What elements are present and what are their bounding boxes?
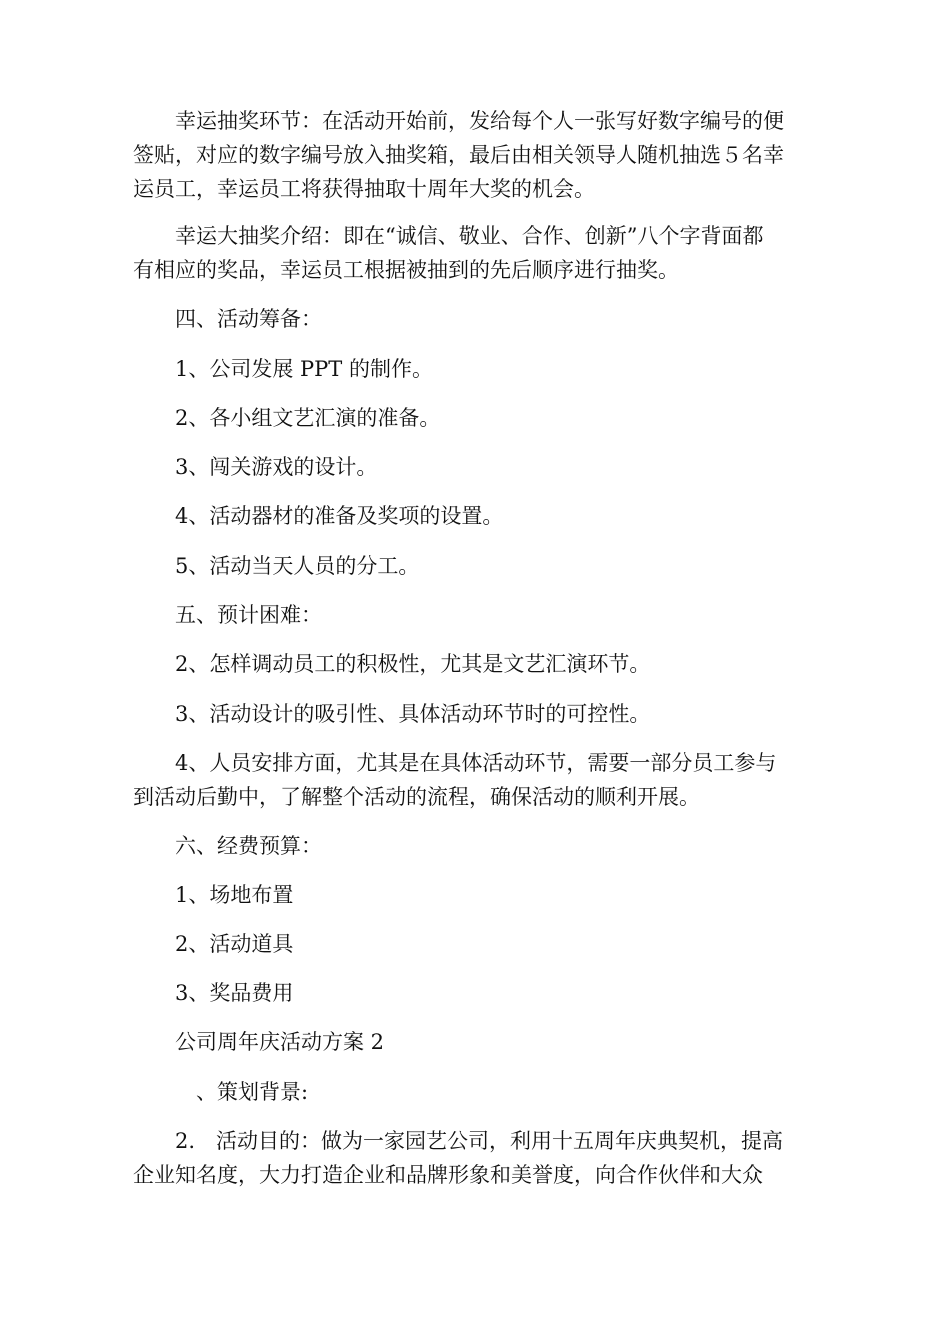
text-line: 幸运抽奖环节：在活动开始前，发给每个人一张写好数字编号的便 xyxy=(133,109,784,133)
text-line: 1、公司发展 PPT 的制作。 xyxy=(133,357,433,381)
text-line: 幸运大抽奖介绍：即在“诚信、敬业、合作、创新”八个字背面都 xyxy=(133,224,764,248)
list-item xyxy=(133,697,823,731)
text-line: 有相应的奖品，幸运员工根据被抽到的先后顺序进行抽奖。 xyxy=(133,258,679,282)
text-line: 2、各小组文艺汇演的准备。 xyxy=(133,406,441,430)
text-line: 4、人员安排方面，尤其是在具体活动环节，需要一部分员工参与 xyxy=(133,751,777,775)
text-line: 签贴，对应的数字编号放入抽奖箱，最后由相关领导人随机抽选５名幸 xyxy=(133,143,784,167)
list-item xyxy=(133,401,823,435)
heading-expected-difficulties xyxy=(133,598,823,632)
list-item xyxy=(133,927,823,961)
list-item xyxy=(133,499,823,533)
text-line: 六、经费预算： xyxy=(133,834,322,858)
list-item xyxy=(133,549,823,583)
heading-activity-preparation xyxy=(133,302,823,336)
paragraph-lucky-draw-segment xyxy=(133,104,823,206)
text-line: 公司周年庆活动方案 2 xyxy=(133,1030,385,1054)
text-line: 3、奖品费用 xyxy=(133,981,294,1005)
text-line: 3、活动设计的吸引性、具体活动环节时的可控性。 xyxy=(133,702,651,726)
text-line: 1、场地布置 xyxy=(133,883,294,907)
list-item xyxy=(133,878,823,912)
paragraph-lucky-draw-intro xyxy=(133,219,823,287)
list-item xyxy=(133,352,823,386)
text-line: 五、预计困难： xyxy=(133,603,322,627)
text-line: 到活动后勤中，了解整个活动的流程，确保活动的顺利开展。 xyxy=(133,785,700,809)
text-line: 、策划背景: xyxy=(133,1080,309,1104)
text-line: 运员工，幸运员工将获得抽取十周年大奖的机会。 xyxy=(133,177,595,201)
paragraph-activity-purpose xyxy=(133,1124,823,1192)
text-line: 2、活动道具 xyxy=(133,932,294,956)
text-line: 4、活动器材的准备及奖项的设置。 xyxy=(133,504,504,528)
heading-budget xyxy=(133,829,823,863)
list-item xyxy=(133,450,823,484)
text-line: 2、怎样调动员工的积极性，尤其是文艺汇演环节。 xyxy=(133,652,651,676)
heading-planning-background xyxy=(133,1075,823,1109)
list-item xyxy=(133,976,823,1010)
list-item xyxy=(133,746,823,814)
text-line: 2. 活动目的：做为一家园艺公司，利用十五周年庆典契机，提高 xyxy=(133,1129,784,1153)
text-line: 3、闯关游戏的设计。 xyxy=(133,455,378,479)
text-line: 5、活动当天人员的分工。 xyxy=(133,554,420,578)
list-item xyxy=(133,647,823,681)
section-title xyxy=(133,1025,823,1059)
text-line: 四、活动筹备： xyxy=(133,307,322,331)
text-line: 企业知名度，大力打造企业和品牌形象和美誉度，向合作伙伴和大众 xyxy=(133,1163,763,1187)
